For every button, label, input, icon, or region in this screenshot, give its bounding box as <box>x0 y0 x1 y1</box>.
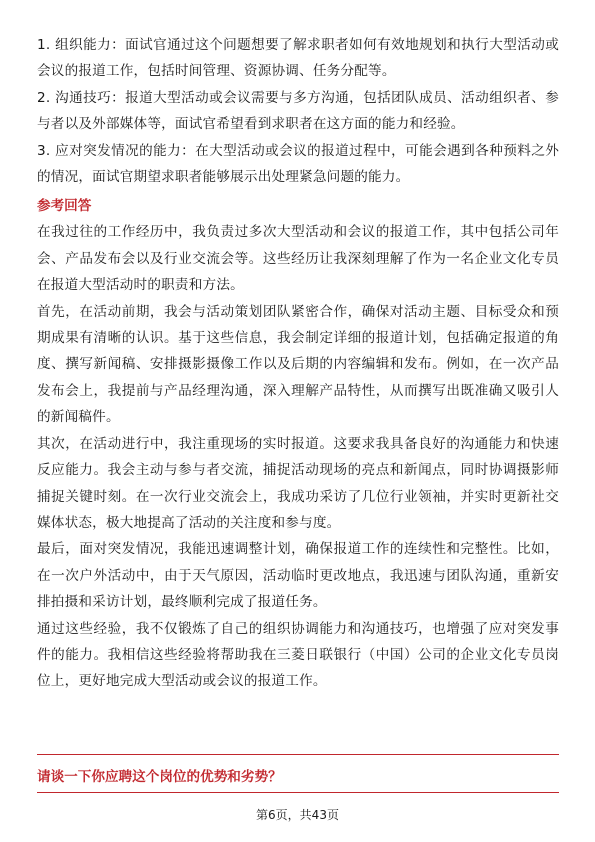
question-divider-top <box>37 754 559 755</box>
answer-paragraph-summary: 通过这些经验，我不仅锻炼了自己的组织协调能力和沟通技巧，也增强了应对突发事件的能力。我相信这些经验将帮助我在三菱日联银行（中国）公司的企业文化专员岗位上，更好地完成大型活动或会议的报道工作。 <box>37 620 559 690</box>
answer-paragraph-last: 最后，面对突发情况，我能迅速调整计划，确保报道工作的连续性和完整性。比如，在一次户外活动中，由于天气原因，活动临时更改地点，我迅速与团队沟通，重新安排拍摄和采访计划，最终顺利完成了报道任务。 <box>37 541 559 611</box>
answer-paragraph-first: 首先，在活动前期，我会与活动策划团队紧密合作，确保对活动主题、目标受众和预期成果有清晰的认识。基于这些信息，我会制定详细的报道计划，包括确定报道的角度、撰写新闻稿、安排摄影摄像工作以及后期的内容编辑和发布。例如，在一次产品发布会上，我提前与产品经理沟通，深入理解产品特性，从而撰写出既准确又吸引人的新闻稿件。 <box>37 303 559 426</box>
page-footer: 第6页，共43页 <box>256 808 339 822</box>
point-emergency: 3. 应对突发情况的能力：在大型活动或会议的报道过程中，可能会遇到各种预料之外的情况，面试官期望求职者能够展示出处理紧急问题的能力。 <box>37 142 559 186</box>
question-divider-bottom <box>37 792 559 793</box>
answer-title: 参考回答 <box>37 198 92 215</box>
next-question-heading: 请谈一下你应聘这个岗位的优势和劣势？ <box>37 769 282 785</box>
point-communication: 2. 沟通技巧：报道大型活动或会议需要与多方沟通，包括团队成员、活动组织者、参与者以及外部媒体等，面试官希望看到求职者在这方面的能力和经验。 <box>37 89 559 133</box>
answer-paragraph-second: 其次，在活动进行中，我注重现场的实时报道。这要求我具备良好的沟通能力和快速反应能力。我会主动与参与者交流，捕捉活动现场的亮点和新闻点，同时协调摄影师捕捉关键时刻。在一次行业交流会上，我成功采访了几位行业领袖，并实时更新社交媒体状态，极大地提高了活动的关注度和参与度。 <box>37 435 559 531</box>
page-content <box>37 32 559 695</box>
point-organization: 1. 组织能力：面试官通过这个问题想要了解求职者如何有效地规划和执行大型活动或会议的报道工作，包括时间管理、资源协调、任务分配等。 <box>37 37 559 80</box>
answer-paragraph-intro: 在我过往的工作经历中，我负责过多次大型活动和会议的报道工作，其中包括公司年会、产品发布会以及行业交流会等。这些经历让我深刻理解了作为一名企业文化专员在报道大型活动时的职责和方法。 <box>37 224 559 294</box>
